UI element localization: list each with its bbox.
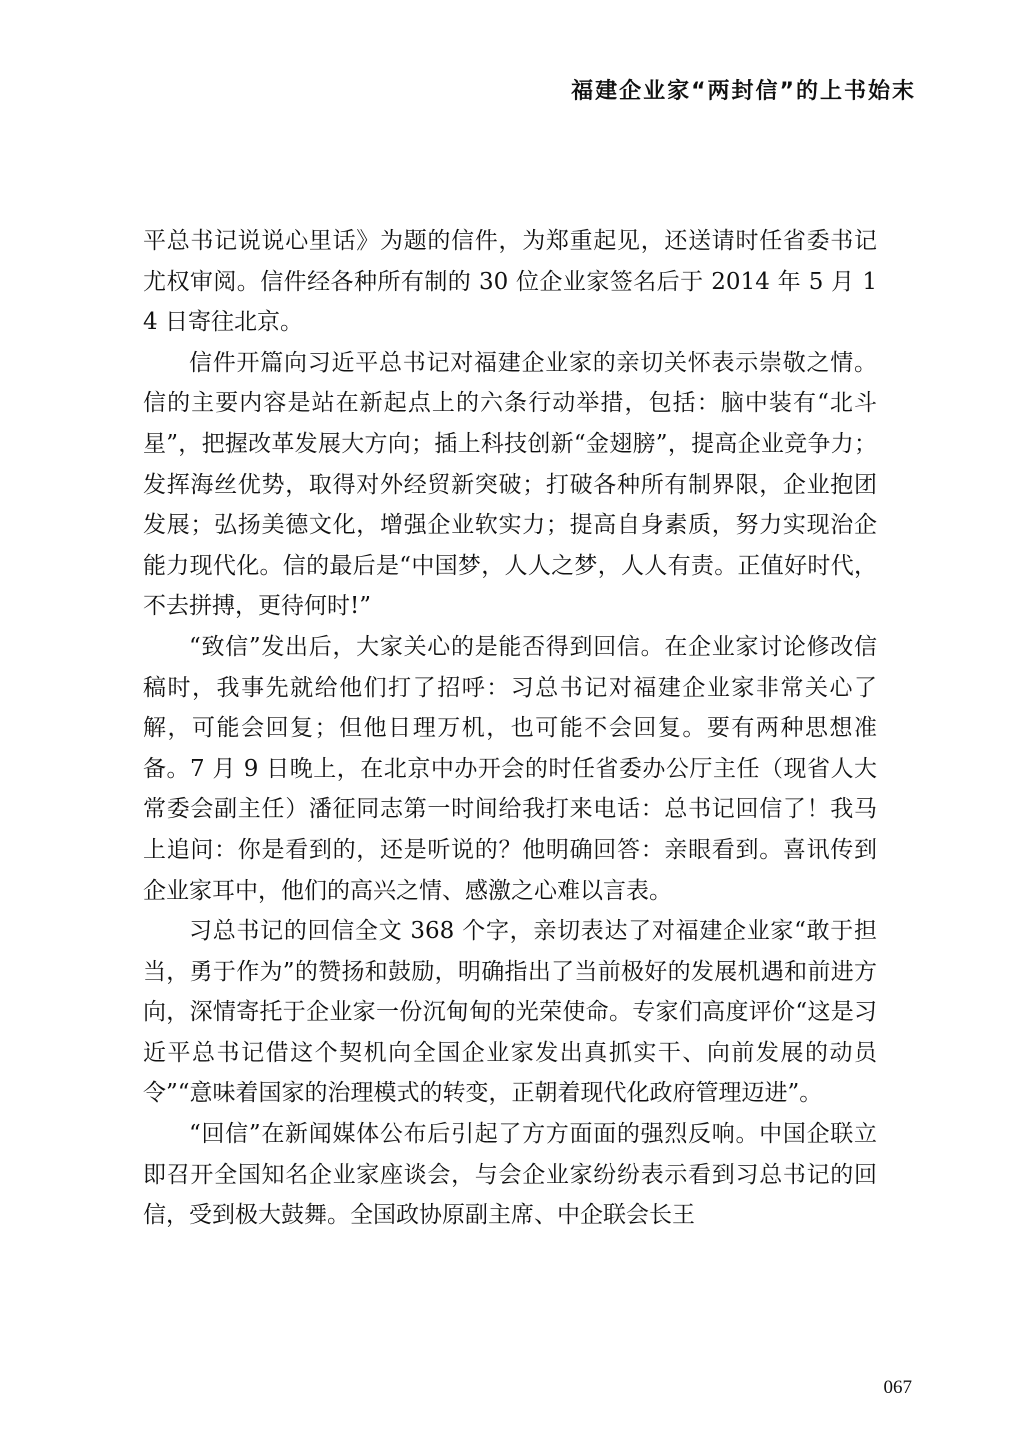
paragraph: “回信”在新闻媒体公布后引起了方方面面的强烈反响。中国企联立即召开全国知名企业家座谈会，与会企业家纷纷表示看到习总书记的回信，受到极大鼓舞。全国政协原副主席、中企联会长王 <box>143 1121 877 1229</box>
paragraph-continuation: 平总书记说说心里话》为题的信件，为郑重起见，还送请时任省委书记尤权审阅。信件经各种所有制的 30 位企业家签名后于 2014 年 5 月 14 日寄往北京。 <box>143 228 877 336</box>
paragraph: 信件开篇向习近平总书记对福建企业家的亲切关怀表示崇敬之情。信的主要内容是站在新起点上的六条行动举措，包括：脑中装有“北斗星”，把握改革发展大方向；插上科技创新“金翅膀”，提高企业竞争力；发挥海丝优势，取得对外经贸新突破；打破各种所有制界限，企业抱团发展；弘扬美德文化，增强企业软实力；提高自身素质，努力实现治企能力现代化。信的最后是“中国梦，人人之梦，人人有责。正值好时代，不去拼搏，更待何时!” <box>143 349 877 620</box>
paragraph: “致信”发出后，大家关心的是能否得到回信。在企业家讨论修改信稿时，我事先就给他们打了招呼：习总书记对福建企业家非常关心了解，可能会回复；但他日理万机，也可能不会回复。要有两种思想准备。7 月 9 日晚上，在北京中办开会的时任省委办公厅主任（现省人大常委会副主任）潘征同志第一时间给我打来电话：总书记回信了！我马上追问：你是看到的，还是听说的？他明确回答：亲眼看到。喜讯传到企业家耳中，他们的高兴之情、感激之心难以言表。 <box>143 633 877 904</box>
running-header: 福建企业家“两封信”的上书始末 <box>571 79 916 104</box>
body-text <box>143 221 877 1236</box>
page-number: 067 <box>883 1377 912 1398</box>
paragraph: 习总书记的回信全文 368 个字，亲切表达了对福建企业家“敢于担当，勇于作为”的赞扬和鼓励，明确指出了当前极好的发展机遇和前进方向，深情寄托于企业家一份沉甸甸的光荣使命。专家们高度评价“这是习近平总书记借这个契机向全国企业家发出真抓实干、向前发展的动员令”“意味着国家的治理模式的转变，正朝着现代化政府管理迈进”。 <box>143 918 877 1107</box>
